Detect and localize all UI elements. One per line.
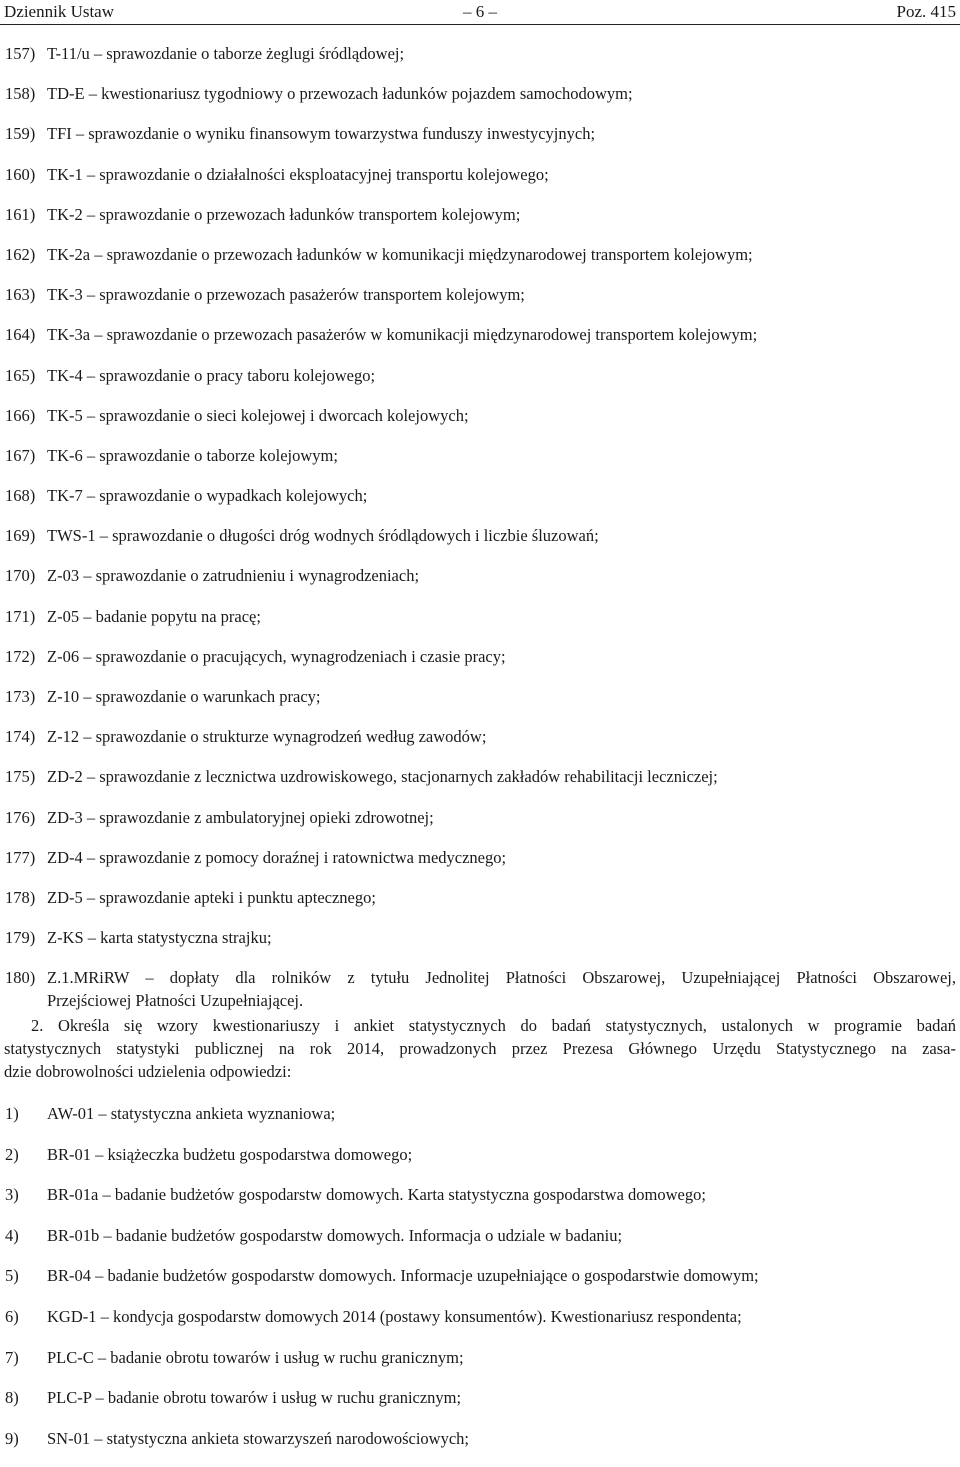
item-text: Z-10 – sprawozdanie o warunkach pracy;	[47, 687, 321, 706]
list-item	[0, 966, 960, 1012]
item-text: TD-E – kwestionariusz tygodniowy o przewozach ładunków pojazdem samochodowym;	[47, 84, 633, 104]
item-number: 174)	[5, 727, 36, 747]
paragraph-line: dzie dobrowolności udzielenia odpowiedzi:	[4, 1062, 292, 1081]
list-item	[0, 203, 960, 226]
item-text: TK-1 – sprawozdanie o działalności eksploatacyjnej transportu kolejowego;	[47, 164, 549, 184]
item-text: Z-03 – sprawozdanie o zatrudnieniu i wynagrodzeniach;	[47, 566, 420, 586]
list-item	[0, 283, 960, 306]
list-item	[0, 323, 960, 346]
item-number: 158)	[5, 84, 36, 104]
list-item	[0, 926, 960, 949]
voluntary-form-list	[0, 1102, 960, 1467]
item-number: 5)	[5, 1266, 19, 1286]
list-item	[0, 1346, 960, 1369]
item-number: 168)	[5, 486, 36, 506]
list-item	[0, 1264, 960, 1287]
item-number: 157)	[5, 44, 36, 63]
list-item	[0, 163, 960, 186]
paragraph-line: 2. Określa się wzory kwestionariuszy i ankiet statystycznych do badań statystycznych, ustalonych w programie badań	[31, 1016, 956, 1035]
item-number: 169)	[5, 526, 36, 546]
list-item	[0, 1183, 960, 1206]
item-text: T-11/u – sprawozdanie o taborze żeglugi śródlądowej;	[47, 44, 405, 63]
item-number: 8)	[5, 1388, 19, 1408]
item-text: TK-2 – sprawozdanie o przewozach ładunków transportem kolejowym;	[47, 204, 521, 224]
item-text: TK-4 – sprawozdanie o pracy taboru kolejowego;	[47, 365, 376, 385]
item-number: 3)	[5, 1185, 19, 1205]
item-text: PLC-C – badanie obrotu towarów i usług w ruchu granicznym;	[47, 1347, 464, 1367]
item-text: Z-KS – karta statystyczna strajku;	[47, 928, 272, 948]
list-item	[0, 404, 960, 427]
item-text: TK-7 – sprawozdanie o wypadkach kolejowych;	[47, 486, 368, 506]
list-item	[0, 605, 960, 628]
item-number: 177)	[5, 847, 36, 867]
item-text: ZD-3 – sprawozdanie z ambulatoryjnej opieki zdrowotnej;	[47, 807, 434, 827]
item-number: 166)	[5, 405, 36, 425]
list-item	[0, 806, 960, 829]
item-text: BR-01b – badanie budżetów gospodarstw domowych. Informacja o udziale w badaniu;	[47, 1225, 623, 1245]
list-item	[0, 1305, 960, 1328]
list-item	[0, 82, 960, 105]
item-text-line: Z.1.MRiRW – dopłaty dla rolników z tytułu Jednolitej Płatności Obszarowej, Uzupełniającej Płatności Obszarowej,	[47, 968, 956, 988]
page-header	[0, 0, 960, 25]
item-text: ZD-2 – sprawozdanie z lecznictwa uzdrowiskowego, stacjonarnych zakładów rehabilitacji leczniczej;	[47, 767, 718, 787]
item-text: SN-01 – statystyczna ankieta stowarzyszeń narodowościowych;	[47, 1428, 470, 1448]
list-item	[0, 122, 960, 145]
item-text: ZD-5 – sprawozdanie apteki i punktu aptecznego;	[47, 887, 376, 907]
list-item	[0, 846, 960, 869]
item-number: 175)	[5, 767, 36, 787]
item-number: 162)	[5, 244, 36, 264]
item-number: 2)	[5, 1144, 19, 1164]
item-text: BR-01 – książeczka budżetu gospodarstwa domowego;	[47, 1144, 413, 1164]
item-number: 161)	[5, 204, 36, 224]
item-number: 6)	[5, 1306, 19, 1326]
item-number: 178)	[5, 887, 36, 907]
list-item	[0, 444, 960, 467]
item-text: TK-3 – sprawozdanie o przewozach pasażerów transportem kolejowym;	[47, 285, 525, 305]
item-number: 7)	[5, 1347, 19, 1367]
item-number: 179)	[5, 928, 36, 948]
item-number: 173)	[5, 687, 36, 706]
item-number: 163)	[5, 285, 36, 305]
item-text: TWS-1 – sprawozdanie o długości dróg wodnych śródlądowych i liczbie śluzowań;	[47, 526, 599, 546]
item-number: 1)	[5, 1104, 19, 1123]
list-item	[0, 1386, 960, 1409]
item-text	[47, 966, 956, 1012]
item-text: AW-01 – statystyczna ankieta wyznaniowa;	[47, 1104, 336, 1123]
item-number: 171)	[5, 606, 36, 626]
item-number: 4)	[5, 1225, 19, 1245]
item-text: KGD-1 – kondycja gospodarstw domowych 2014 (postawy konsumentów). Kwestionariusz respondenta;	[47, 1306, 742, 1326]
item-text: PLC-P – badanie obrotu towarów i usług w ruchu granicznym;	[47, 1388, 462, 1408]
list-item	[0, 765, 960, 788]
paragraph-line: statystycznych statystyki publicznej na rok 2014, prowadzonych przez Prezesa Głównego Urzędu Statystycznego na zasa-	[4, 1039, 956, 1058]
item-number: 160)	[5, 164, 36, 184]
list-item	[0, 1143, 960, 1166]
list-item	[0, 886, 960, 909]
list-item	[0, 725, 960, 748]
item-text: ZD-4 – sprawozdanie z pomocy doraźnej i ratownictwa medycznego;	[47, 847, 507, 867]
item-text: Z-05 – badanie popytu na pracę;	[47, 606, 261, 626]
list-item	[0, 364, 960, 387]
list-item	[0, 1102, 960, 1125]
item-text: TK-6 – sprawozdanie o taborze kolejowym;	[47, 445, 338, 465]
item-text: BR-04 – badanie budżetów gospodarstw domowych. Informacje uzupełniające o gospodarstwie domowym;	[47, 1266, 759, 1286]
item-text: TK-3a – sprawozdanie o przewozach pasażerów w komunikacji międzynarodowej transportem kolejowym;	[47, 325, 758, 345]
item-number: 180)	[5, 968, 36, 988]
list-item	[0, 645, 960, 668]
item-number: 172)	[5, 646, 36, 666]
item-number: 165)	[5, 365, 36, 385]
list-item	[0, 564, 960, 587]
item-text-line: Przejściowej Płatności Uzupełniającej.	[47, 991, 304, 1011]
list-item	[0, 685, 960, 708]
page-number: – 6 –	[463, 2, 497, 21]
item-text: BR-01a – badanie budżetów gospodarstw domowych. Karta statystyczna gospodarstwa domowego;	[47, 1185, 706, 1205]
form-list-continued	[0, 42, 960, 1030]
item-number: 164)	[5, 325, 36, 345]
item-number: 159)	[5, 124, 36, 144]
item-number: 170)	[5, 566, 36, 586]
position-number: Poz. 415	[896, 2, 956, 21]
list-item	[0, 484, 960, 507]
list-item	[0, 1427, 960, 1450]
journal-title: Dziennik Ustaw	[4, 2, 115, 21]
item-text: TK-2a – sprawozdanie o przewozach ładunków w komunikacji międzynarodowej transportem kolejowym;	[47, 244, 753, 264]
item-text: TFI – sprawozdanie o wyniku finansowym towarzystwa funduszy inwestycyjnych;	[47, 124, 596, 144]
item-number: 167)	[5, 445, 36, 465]
paragraph-2	[4, 1014, 956, 1083]
item-text: Z-12 – sprawozdanie o strukturze wynagrodzeń według zawodów;	[47, 727, 487, 747]
item-number: 176)	[5, 807, 36, 827]
list-item	[0, 243, 960, 266]
item-text: TK-5 – sprawozdanie o sieci kolejowej i dworcach kolejowych;	[47, 405, 469, 425]
item-number: 9)	[5, 1428, 19, 1448]
list-item	[0, 42, 960, 65]
list-item	[0, 524, 960, 547]
item-text: Z-06 – sprawozdanie o pracujących, wynagrodzeniach i czasie pracy;	[47, 646, 506, 666]
list-item	[0, 1224, 960, 1247]
